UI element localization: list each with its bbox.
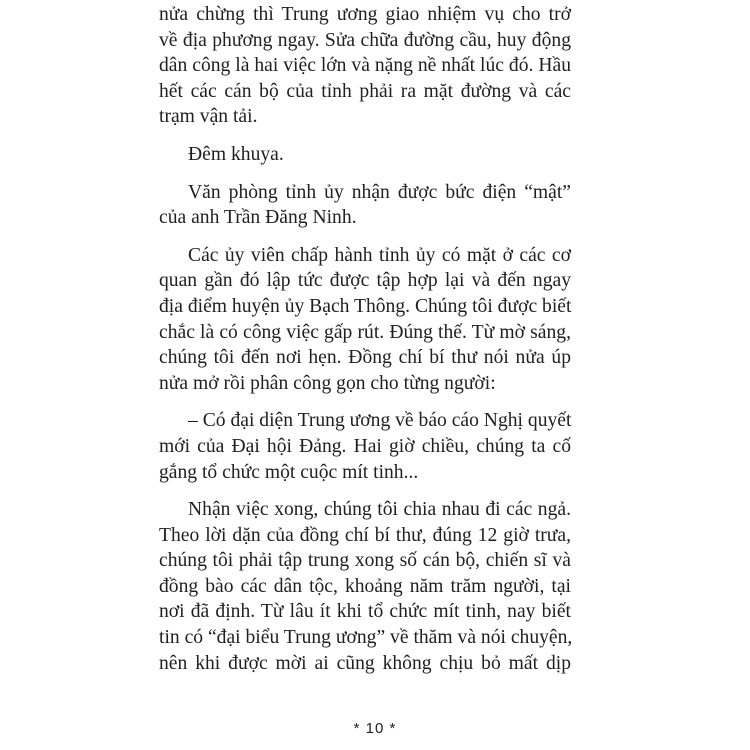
text-line: nên khi được mời ai cũng không chịu bỏ mất dịp xyxy=(159,652,571,674)
text-line: mới của Đại hội Đảng. Hai giờ chiều, chúng ta cố xyxy=(159,435,571,457)
text-line: quan gần đó lập tức được tập hợp lại và đến ngay xyxy=(159,270,571,292)
paragraph xyxy=(159,142,571,168)
paragraph xyxy=(159,408,571,485)
text-line: dân công là hai việc lớn và nặng nề nhất lúc đó. Hầu xyxy=(159,55,571,77)
text-line: về địa phương ngay. Sửa chữa đường cầu, huy động xyxy=(159,29,571,51)
paragraph xyxy=(159,2,571,130)
text-line: hết các cán bộ của tỉnh phải ra mặt đường và các xyxy=(159,80,571,102)
text-line: nửa mở rồi phân công gọn cho từng người: xyxy=(159,372,496,394)
text-line: Đêm khuya. xyxy=(188,143,284,165)
text-line: đồng bào các dân tộc, khoảng năm trăm người, tại xyxy=(159,575,571,597)
text-line: tin có “đại biểu Trung ương” về thăm và nói chuyện, xyxy=(159,627,573,649)
text-line: chúng tôi phải tập trung xong số cán bộ, chiến sĩ và xyxy=(159,550,571,572)
text-line: Văn phòng tỉnh ủy nhận được bức điện “mật” xyxy=(188,181,571,203)
text-line: Các ủy viên chấp hành tỉnh ủy có mặt ở các cơ xyxy=(188,244,571,266)
text-line: nơi đã định. Từ lâu ít khi tổ chức mít tinh, nay biết xyxy=(159,601,571,623)
text-line: chắc là có công việc gấp rút. Đúng thế. Từ mờ sáng, xyxy=(159,321,571,343)
text-line: Theo lời dặn của đồng chí bí thư, đúng 12 giờ trưa, xyxy=(159,524,571,546)
paragraph xyxy=(159,497,571,676)
text-line: chúng tôi đến nơi hẹn. Đồng chí bí thư nói nửa úp xyxy=(159,347,571,369)
paragraph xyxy=(159,180,571,231)
text-line: – Có đại diện Trung ương về báo cáo Nghị quyết xyxy=(188,410,572,432)
text-line: Nhận việc xong, chúng tôi chia nhau đi các ngả. xyxy=(188,499,571,521)
text-line: của anh Trần Đăng Ninh. xyxy=(159,207,357,229)
page-number: * 10 * xyxy=(353,720,397,737)
text-line: gắng tổ chức một cuộc mít tinh... xyxy=(159,461,419,483)
text-line: địa điểm huyện ủy Bạch Thông. Chúng tôi được biết xyxy=(159,295,572,317)
paragraph xyxy=(159,243,571,397)
text-line: nửa chừng thì Trung ương giao nhiệm vụ cho trở xyxy=(159,4,571,25)
body-text xyxy=(159,2,571,688)
text-line: trạm vận tải. xyxy=(159,106,258,128)
